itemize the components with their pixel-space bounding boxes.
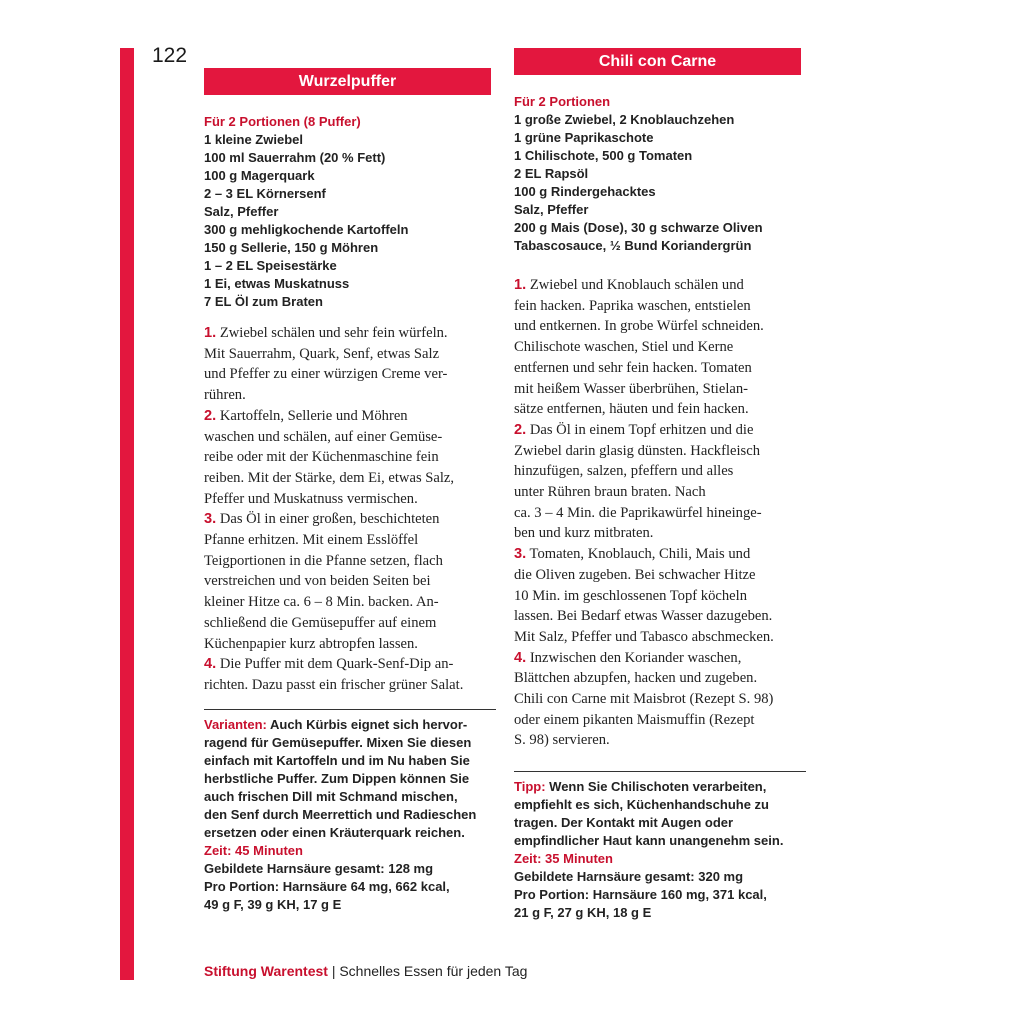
ingredient-item: 100 g Rindergehacktes	[514, 184, 656, 199]
nutrition-info: Gebildete Harnsäure gesamt: 320 mg Pro Portion: Harnsäure 160 mg, 371 kcal, 21 g F, 27 g KH, 18 g E	[514, 869, 767, 921]
ingredient-item: 100 ml Sauerrahm (20 % Fett)	[204, 150, 386, 165]
note-text: Wenn Sie Chilischoten verarbeiten, empfiehlt es sich, Küchenhandschuhe zu tragen. Der Kontakt mit Augen oder empfindlicher Haut kann unangenehm sein.	[514, 779, 784, 849]
ingredient-item: Tabascosauce, ½ Bund Koriandergrün	[514, 238, 752, 253]
ingredient-item: 2 – 3 EL Körnersenf	[204, 186, 326, 201]
ingredient-list	[204, 131, 496, 311]
ingredient-item: 200 g Mais (Dose), 30 g schwarze Oliven	[514, 220, 763, 235]
ingredient-item: 7 EL Öl zum Braten	[204, 294, 323, 309]
section-divider	[204, 709, 496, 710]
ingredient-item: 100 g Magerquark	[204, 168, 315, 183]
preparation-steps: 1. Zwiebel schälen und sehr fein würfeln. Mit Sauerrahm, Quark, Senf, etwas Salz und Pfeffer zu einer würzigen Creme ver- rühren. 2. Kartoffeln, Sellerie und Möhren waschen und schälen, auf einer Gemüse- reibe oder mit der Küchenmaschine fein reiben. Mit der Stärke, dem Ei, etwas Salz, Pfeffer und Muskatnuss vermischen. 3. Das Öl in einer großen, beschichteten Pfanne erhitzen. Mit einem Esslöffel Teigportionen in die Pfanne setzen, flach verstreichen und von beiden Seiten bei kleiner Hitze ca. 6 – 8 Min. backen. An- schließend die Gemüsepuffer auf einem Küchenpapier kurz abtropfen lassen. 4. Die Puffer mit dem Quark-Senf-Dip an- richten. Dazu passt ein frischer grüner Salat.	[204, 325, 464, 693]
note-text: Auch Kürbis eignet sich hervor- ragend für Gemüsepuffer. Mixen Sie diesen einfach mit Kartoffeln und im Nu haben Sie herbstliche Puffer. Zum Dippen können Sie auch frischen Dill mit Schmand mischen, den Senf durch Meerrettich und Radieschen ersetzen oder einen Kräuterquark reichen.	[204, 716, 477, 840]
recipe-title: Chili con Carne	[514, 48, 801, 75]
ingredient-item: 150 g Sellerie, 150 g Möhren	[204, 240, 379, 255]
page-footer	[204, 963, 527, 979]
footer-brand: Stiftung Warentest	[204, 963, 328, 979]
prep-time: Zeit: 45 Minuten	[204, 842, 303, 858]
note-label: Varianten:	[204, 716, 267, 732]
ingredient-item: 300 g mehligkochende Kartoffeln	[204, 222, 409, 237]
note-label: Tipp:	[514, 779, 546, 795]
ingredient-item: Salz, Pfeffer	[204, 204, 279, 219]
tip-note	[514, 778, 806, 850]
footer-separator: |	[331, 963, 336, 979]
prep-time: Zeit: 35 Minuten	[514, 851, 613, 867]
ingredient-item: 1 – 2 EL Speisestärke	[204, 258, 337, 273]
ingredient-item: 2 EL Rapsöl	[514, 166, 589, 181]
section-divider	[514, 771, 806, 772]
preparation-steps: 1. Zwiebel und Knoblauch schälen und fein hacken. Paprika waschen, entstielen und entkernen. In grobe Würfel schneiden. Chilischote waschen, Stiel und Kerne entfernen und sehr fein hacken. Tomaten mit heißem Wasser überbrühen, Stielan- sätze entfernen, häuten und fein hacken. 2. Das Öl in einem Topf erhitzen und die Zwiebel darin glasig dünsten. Hackfleisch hinzufügen, salzen, pfeffern und alles unter Rühren braun braten. Nach ca. 3 – 4 Min. die Paprikawürfel hineinge- ben und kurz mitbraten. 3. Tomaten, Knoblauch, Chili, Mais und die Oliven zugeben. Bei schwacher Hitze 10 Min. im geschlossenen Topf köcheln lassen. Bei Bedarf etwas Wasser dazugeben. Mit Salz, Pfeffer und Tabasco abschmecken. 4. Inzwischen den Koriander waschen, Blättchen abzupfen, hacken und zugeben. Chili con Carne mit Maisbrot (Rezept S. 98) oder einem pikanten Maismuffin (Rezept S. 98) servieren.	[514, 277, 774, 749]
recipe-title: Wurzelpuffer	[204, 68, 491, 95]
nutrition-info: Gebildete Harnsäure gesamt: 128 mg Pro Portion: Harnsäure 64 mg, 662 kcal, 49 g F, 39 g KH, 17 g E	[204, 860, 450, 912]
ingredient-item: 1 grüne Paprikaschote	[514, 130, 654, 145]
page-number: 122	[152, 44, 188, 67]
ingredient-item: Salz, Pfeffer	[514, 202, 589, 217]
ingredient-item: 1 Ei, etwas Muskatnuss	[204, 276, 350, 291]
side-accent-bar	[120, 48, 134, 980]
portions-label: Für 2 Portionen	[514, 94, 611, 109]
ingredient-item: 1 Chilischote, 500 g Tomaten	[514, 148, 693, 163]
footer-book-title: Schnelles Essen für jeden Tag	[339, 963, 528, 979]
recipe-chili-con-carne	[514, 48, 806, 922]
portions-label: Für 2 Portionen (8 Puffer)	[204, 114, 361, 129]
variants-note	[204, 716, 496, 842]
ingredient-item: 1 kleine Zwiebel	[204, 132, 303, 147]
recipe-wurzelpuffer	[204, 68, 496, 914]
ingredient-item: 1 große Zwiebel, 2 Knoblauchzehen	[514, 112, 735, 127]
ingredient-list	[514, 111, 806, 255]
